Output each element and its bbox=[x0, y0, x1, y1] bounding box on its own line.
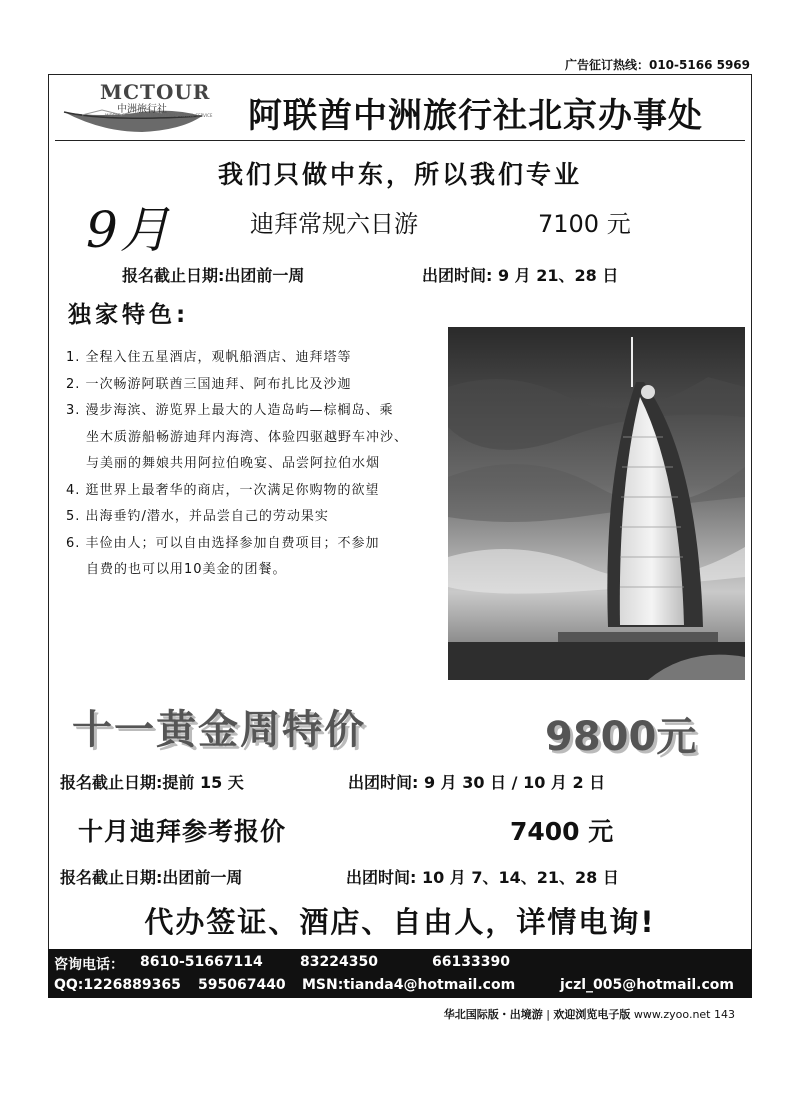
october-title: 十月迪拜参考报价 bbox=[78, 817, 287, 846]
services-banner: 代办签证、酒店、自由人，详情电询! bbox=[144, 905, 656, 939]
page-footer bbox=[444, 1006, 735, 1022]
feature-item: 5. 出海垂钓/潜水，并品尝自己的劳动果实 bbox=[66, 509, 329, 524]
qq-number: QQ:1226889365 bbox=[54, 977, 181, 993]
page-title: 阿联酋中洲旅行社北京办事处 bbox=[248, 96, 703, 136]
october-departure: 出团时间: 10 月 7、14、21、28 日 bbox=[346, 868, 619, 887]
golden-week-departure: 出团时间: 9 月 30 日 / 10 月 2 日 bbox=[348, 773, 606, 792]
phone-number: 66133390 bbox=[432, 954, 510, 970]
footer-browse: 欢迎浏览电子版 bbox=[553, 1008, 631, 1021]
burj-al-arab-photo bbox=[448, 327, 745, 680]
feature-item: 与美丽的舞娘共用阿拉伯晚宴、品尝阿拉伯水烟 bbox=[86, 456, 381, 471]
month-label: 9月 bbox=[86, 201, 172, 259]
golden-week-price: 9800元 bbox=[545, 714, 697, 760]
feature-item: 2. 一次畅游阿联酋三国迪拜、阿布扎比及沙迦 bbox=[66, 376, 352, 392]
tour-price: 7100 元 bbox=[538, 210, 631, 238]
logo-name: MCTOUR bbox=[100, 80, 211, 104]
msn-address: MSN:tianda4@hotmail.com bbox=[302, 977, 516, 993]
page-number: 143 bbox=[714, 1008, 735, 1021]
phone-label: 咨询电话： bbox=[54, 957, 124, 973]
qq-number: 595067440 bbox=[198, 977, 286, 993]
feature-item: 自费的也可以用10美金的团餐。 bbox=[86, 562, 287, 577]
logo-subtitle: 中洲旅行社 bbox=[117, 104, 167, 115]
header-divider bbox=[55, 140, 745, 141]
ad-hotline: 广告征订热线：010-5166 5969 bbox=[564, 58, 750, 72]
golden-week-title: 十一黄金周特价 bbox=[72, 707, 366, 753]
features-list bbox=[66, 345, 446, 584]
sept-departure: 出团时间: 9 月 21、28 日 bbox=[422, 266, 619, 285]
sept-deadline: 报名截止日期:出团前一周 bbox=[122, 266, 305, 285]
golden-week-deadline: 报名截止日期:提前 15 天 bbox=[60, 773, 244, 792]
footer-url: www.zyoo.net bbox=[633, 1008, 711, 1021]
feature-item: 1. 全程入住五星酒店，观帆船酒店、迪拜塔等 bbox=[66, 350, 352, 365]
feature-item: 3. 漫步海滨、游览界上最大的人造岛屿—棕榈岛、乘 bbox=[66, 403, 394, 418]
email-address: jczl_005@hotmail.com bbox=[560, 977, 735, 993]
phone-number: 83224350 bbox=[300, 954, 378, 970]
contact-bar bbox=[48, 949, 752, 998]
feature-item: 4. 逛世界上最奢华的商店，一次满足你购物的欲望 bbox=[66, 482, 380, 498]
footer-section: 华北国际版・出境游 bbox=[443, 1008, 543, 1021]
logo-tagline: MIDDLE CHINA AND INTERNATIONAL TRAVEL SERVICE bbox=[105, 113, 213, 118]
slogan: 我们只做中东，所以我们专业 bbox=[217, 160, 582, 189]
october-deadline: 报名截止日期:出团前一周 bbox=[60, 868, 243, 887]
october-price: 7400 元 bbox=[510, 817, 614, 846]
feature-item: 坐木质游船畅游迪拜内海湾、体验四驱越野车冲沙、 bbox=[86, 429, 409, 445]
feature-item: 6. 丰俭由人；可以自由选择参加自费项目；不参加 bbox=[66, 535, 380, 551]
footer-divider: | bbox=[546, 1008, 554, 1021]
tour-name: 迪拜常规六日游 bbox=[250, 210, 418, 238]
phone-number: 8610-51667114 bbox=[140, 954, 263, 970]
features-title: 独家特色: bbox=[68, 302, 190, 328]
